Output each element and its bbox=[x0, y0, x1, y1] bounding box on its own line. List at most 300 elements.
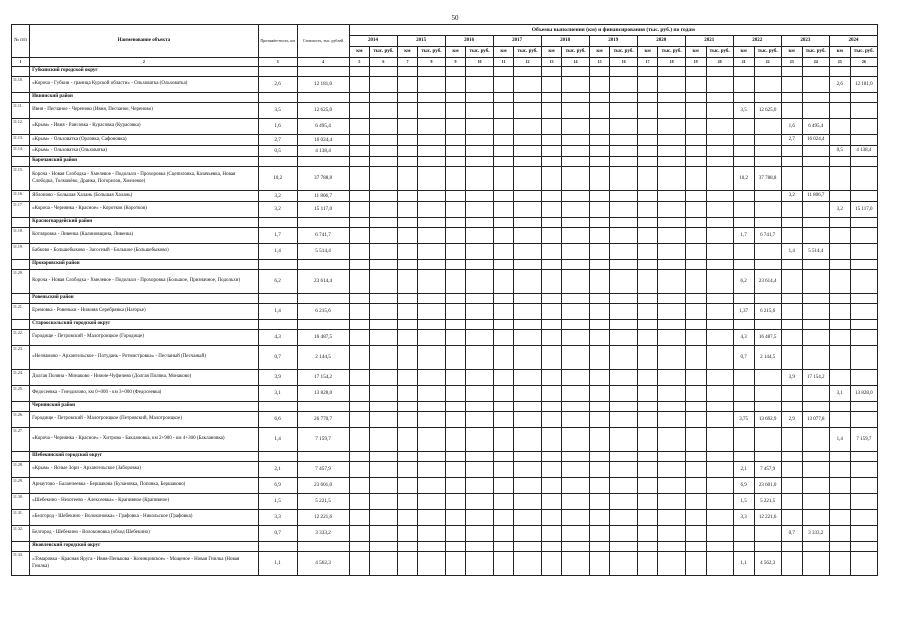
empty-cell bbox=[445, 167, 466, 191]
empty-cell bbox=[829, 119, 850, 135]
empty-cell bbox=[445, 119, 466, 135]
object-cost: 16 024,4 bbox=[297, 135, 349, 146]
empty-cell bbox=[370, 330, 397, 346]
empty-cell bbox=[589, 93, 610, 103]
empty-cell bbox=[397, 346, 418, 370]
empty-cell bbox=[466, 103, 493, 119]
empty-cell bbox=[541, 526, 562, 542]
empty-cell bbox=[466, 93, 493, 103]
empty-cell bbox=[562, 202, 589, 218]
empty-cell bbox=[514, 146, 541, 157]
empty-cell bbox=[514, 346, 541, 370]
empty-cell bbox=[733, 402, 754, 412]
object-name: Короча - Новая Слободка - Хмелевое - Подольхи - Прохоровка (Сцепиловка, Казачьевка, Новая Слободка, Толмачёво, Дранка, Погорелов, Хмелевое) bbox=[30, 167, 259, 191]
empty-cell bbox=[466, 77, 493, 93]
empty-cell bbox=[589, 320, 610, 330]
year-km-value: 10,2 bbox=[733, 167, 754, 191]
empty-cell bbox=[610, 494, 637, 510]
empty-cell bbox=[445, 270, 466, 294]
empty-cell bbox=[370, 320, 397, 330]
empty-cell bbox=[754, 370, 781, 386]
object-cost: 37 788,8 bbox=[297, 167, 349, 191]
empty-cell bbox=[754, 202, 781, 218]
empty-cell bbox=[445, 93, 466, 103]
empty-cell bbox=[349, 370, 370, 386]
empty-cell bbox=[418, 478, 445, 494]
empty-cell bbox=[514, 386, 541, 402]
empty-cell bbox=[541, 494, 562, 510]
empty-cell bbox=[493, 218, 514, 228]
empty-cell bbox=[589, 402, 610, 412]
empty-cell bbox=[493, 386, 514, 402]
empty-cell bbox=[610, 135, 637, 146]
empty-cell bbox=[610, 157, 637, 167]
object-length: 6,2 bbox=[258, 270, 297, 294]
empty-cell bbox=[685, 304, 706, 320]
year-km-value: 2,6 bbox=[829, 77, 850, 93]
object-name: Городище - Петровский - Малотроицкое (Петровский, Малотроицкое) bbox=[30, 412, 259, 428]
empty-cell bbox=[829, 135, 850, 146]
empty-cell bbox=[589, 218, 610, 228]
column-number: 4 bbox=[297, 58, 349, 67]
empty-cell bbox=[685, 320, 706, 330]
empty-cell bbox=[685, 93, 706, 103]
empty-cell bbox=[781, 260, 802, 270]
row-index: 11.16. bbox=[12, 191, 30, 202]
row-index: 11.22. bbox=[12, 330, 30, 346]
object-name: «Незнамово - Архангельское - Потудань - Ротмистровка» - Песчаный (Песчаный) bbox=[30, 346, 259, 370]
empty-cell bbox=[466, 146, 493, 157]
empty-cell bbox=[754, 294, 781, 304]
empty-cell bbox=[706, 370, 733, 386]
empty-cell bbox=[658, 157, 685, 167]
empty-cell bbox=[658, 304, 685, 320]
empty-cell bbox=[397, 157, 418, 167]
empty-cell bbox=[781, 270, 802, 294]
empty-cell bbox=[706, 462, 733, 478]
header-year: 2015 bbox=[397, 36, 445, 47]
table-row bbox=[12, 77, 878, 93]
empty-cell bbox=[610, 462, 637, 478]
object-name: Яблоново - Большая Халань (Большая Халань) bbox=[30, 191, 259, 202]
empty-cell bbox=[493, 542, 514, 552]
empty-cell bbox=[397, 228, 418, 244]
empty-cell bbox=[610, 412, 637, 428]
column-number: 5 bbox=[349, 58, 370, 67]
empty-cell bbox=[658, 218, 685, 228]
empty-cell bbox=[466, 218, 493, 228]
empty-cell bbox=[658, 167, 685, 191]
empty-cell bbox=[685, 346, 706, 370]
empty-cell bbox=[802, 386, 829, 402]
empty-cell bbox=[589, 510, 610, 526]
object-length: 1,7 bbox=[258, 228, 297, 244]
empty-cell bbox=[802, 428, 829, 452]
empty-cell bbox=[493, 119, 514, 135]
empty-cell bbox=[637, 167, 658, 191]
empty-cell bbox=[658, 228, 685, 244]
empty-cell bbox=[706, 542, 733, 552]
empty-cell bbox=[850, 346, 877, 370]
empty-cell bbox=[685, 494, 706, 510]
object-name: «Короча - Чернянка - Красное» - Коротков (Коротков) bbox=[30, 202, 259, 218]
empty-cell bbox=[514, 412, 541, 428]
empty-cell bbox=[466, 370, 493, 386]
empty-cell bbox=[418, 386, 445, 402]
empty-cell bbox=[850, 462, 877, 478]
empty-cell bbox=[445, 103, 466, 119]
header-unit-rub: тыс. руб. bbox=[658, 47, 685, 58]
empty-cell bbox=[514, 294, 541, 304]
empty-cell bbox=[637, 93, 658, 103]
empty-cell bbox=[445, 146, 466, 157]
empty-cell bbox=[297, 320, 349, 330]
empty-cell bbox=[706, 103, 733, 119]
year-rub-value: 5 221,5 bbox=[754, 494, 781, 510]
empty-cell bbox=[370, 294, 397, 304]
empty-cell bbox=[610, 510, 637, 526]
empty-cell bbox=[658, 346, 685, 370]
empty-cell bbox=[781, 542, 802, 552]
empty-cell bbox=[514, 304, 541, 320]
region-name: Корочанский район bbox=[30, 157, 259, 167]
header-year: 2016 bbox=[445, 36, 493, 47]
empty-cell bbox=[445, 552, 466, 576]
object-length: 3,1 bbox=[258, 386, 297, 402]
empty-cell bbox=[802, 228, 829, 244]
object-name: Федосеевка - Гнездилово, км 0+000 - км 3+000 (Федосеевка) bbox=[30, 386, 259, 402]
empty-cell bbox=[685, 270, 706, 294]
empty-cell bbox=[781, 320, 802, 330]
empty-cell bbox=[493, 146, 514, 157]
empty-cell bbox=[733, 77, 754, 93]
row-index-empty bbox=[12, 157, 30, 167]
table-row bbox=[12, 370, 878, 386]
empty-cell bbox=[658, 412, 685, 428]
column-number: 2 bbox=[30, 58, 259, 67]
empty-cell bbox=[781, 294, 802, 304]
region-row bbox=[12, 402, 878, 412]
empty-cell bbox=[466, 412, 493, 428]
row-index: 11.12. bbox=[12, 119, 30, 135]
empty-cell bbox=[706, 402, 733, 412]
empty-cell bbox=[754, 135, 781, 146]
object-cost: 11 806,7 bbox=[297, 191, 349, 202]
empty-cell bbox=[370, 260, 397, 270]
empty-cell bbox=[397, 93, 418, 103]
empty-cell bbox=[514, 67, 541, 77]
row-index: 11.26. bbox=[12, 412, 30, 428]
empty-cell bbox=[658, 462, 685, 478]
region-row bbox=[12, 67, 878, 77]
empty-cell bbox=[829, 370, 850, 386]
year-km-value: 3,3 bbox=[733, 510, 754, 526]
empty-cell bbox=[514, 202, 541, 218]
empty-cell bbox=[349, 270, 370, 294]
empty-cell bbox=[706, 320, 733, 330]
object-length: 0,7 bbox=[258, 346, 297, 370]
year-rub-value: 4 562,3 bbox=[754, 552, 781, 576]
empty-cell bbox=[706, 228, 733, 244]
empty-cell bbox=[397, 146, 418, 157]
empty-cell bbox=[418, 67, 445, 77]
object-name: «Короча - Чернянка - Красное» - Хитрово - Баклановка, км 2+900 - км 4+300 (Баклановка) bbox=[30, 428, 259, 452]
empty-cell bbox=[493, 346, 514, 370]
empty-cell bbox=[562, 270, 589, 294]
region-name: Яковлевский городской округ bbox=[30, 542, 259, 552]
year-rub-value: 7 159,7 bbox=[850, 428, 877, 452]
empty-cell bbox=[418, 157, 445, 167]
empty-cell bbox=[781, 146, 802, 157]
empty-cell bbox=[610, 346, 637, 370]
empty-cell bbox=[418, 542, 445, 552]
empty-cell bbox=[610, 202, 637, 218]
row-index: 11.31. bbox=[12, 510, 30, 526]
empty-cell bbox=[466, 320, 493, 330]
header-unit-km: км bbox=[637, 47, 658, 58]
empty-cell bbox=[349, 146, 370, 157]
empty-cell bbox=[258, 260, 297, 270]
empty-cell bbox=[706, 412, 733, 428]
empty-cell bbox=[637, 202, 658, 218]
empty-cell bbox=[493, 462, 514, 478]
object-cost: 26 770,7 bbox=[297, 412, 349, 428]
empty-cell bbox=[514, 552, 541, 576]
empty-cell bbox=[493, 412, 514, 428]
empty-cell bbox=[258, 320, 297, 330]
year-km-value: 2,9 bbox=[781, 412, 802, 428]
empty-cell bbox=[349, 135, 370, 146]
empty-cell bbox=[829, 346, 850, 370]
empty-cell bbox=[562, 412, 589, 428]
empty-cell bbox=[349, 67, 370, 77]
object-name: Короча - Новая Слободка - Хмелевое - Подольхи - Прохоровка (Большое, Призначное, Подольхи) bbox=[30, 270, 259, 294]
empty-cell bbox=[685, 412, 706, 428]
empty-cell bbox=[514, 77, 541, 93]
header-unit-rub: тыс. руб. bbox=[562, 47, 589, 58]
empty-cell bbox=[297, 157, 349, 167]
table-row bbox=[12, 386, 878, 402]
empty-cell bbox=[466, 428, 493, 452]
row-index-empty bbox=[12, 542, 30, 552]
empty-cell bbox=[589, 294, 610, 304]
empty-cell bbox=[685, 294, 706, 304]
empty-cell bbox=[781, 77, 802, 93]
empty-cell bbox=[637, 304, 658, 320]
empty-cell bbox=[562, 77, 589, 93]
empty-cell bbox=[754, 526, 781, 542]
year-rub-value: 7 457,9 bbox=[754, 462, 781, 478]
object-cost: 6 741,7 bbox=[297, 228, 349, 244]
empty-cell bbox=[349, 260, 370, 270]
empty-cell bbox=[541, 218, 562, 228]
empty-cell bbox=[397, 218, 418, 228]
empty-cell bbox=[541, 191, 562, 202]
empty-cell bbox=[802, 67, 829, 77]
empty-cell bbox=[802, 402, 829, 412]
empty-cell bbox=[258, 218, 297, 228]
empty-cell bbox=[514, 270, 541, 294]
empty-cell bbox=[258, 67, 297, 77]
empty-cell bbox=[589, 452, 610, 462]
empty-cell bbox=[445, 67, 466, 77]
empty-cell bbox=[754, 146, 781, 157]
year-rub-value: 12 181,0 bbox=[850, 77, 877, 93]
empty-cell bbox=[658, 330, 685, 346]
object-length: 4,3 bbox=[258, 330, 297, 346]
empty-cell bbox=[754, 191, 781, 202]
column-number: 12 bbox=[514, 58, 541, 67]
empty-cell bbox=[541, 552, 562, 576]
empty-cell bbox=[685, 510, 706, 526]
row-index: 11.11. bbox=[12, 103, 30, 119]
table-row bbox=[12, 202, 878, 218]
empty-cell bbox=[589, 370, 610, 386]
empty-cell bbox=[850, 412, 877, 428]
empty-cell bbox=[733, 135, 754, 146]
empty-cell bbox=[610, 270, 637, 294]
empty-cell bbox=[754, 386, 781, 402]
empty-cell bbox=[610, 146, 637, 157]
empty-cell bbox=[829, 67, 850, 77]
empty-cell bbox=[418, 146, 445, 157]
column-number: 25 bbox=[829, 58, 850, 67]
header-no: № п/п bbox=[12, 25, 30, 58]
empty-cell bbox=[850, 552, 877, 576]
empty-cell bbox=[562, 119, 589, 135]
empty-cell bbox=[493, 244, 514, 260]
empty-cell bbox=[445, 191, 466, 202]
object-length: 1,1 bbox=[258, 552, 297, 576]
header-unit-rub: тыс. руб. bbox=[610, 47, 637, 58]
empty-cell bbox=[514, 228, 541, 244]
empty-cell bbox=[514, 494, 541, 510]
empty-cell bbox=[610, 370, 637, 386]
empty-cell bbox=[562, 103, 589, 119]
column-number: 8 bbox=[418, 58, 445, 67]
empty-cell bbox=[733, 244, 754, 260]
empty-cell bbox=[850, 542, 877, 552]
empty-cell bbox=[370, 452, 397, 462]
row-index: 11.30. bbox=[12, 494, 30, 510]
empty-cell bbox=[370, 191, 397, 202]
table-row bbox=[12, 191, 878, 202]
empty-cell bbox=[514, 135, 541, 146]
empty-cell bbox=[589, 462, 610, 478]
column-number: 3 bbox=[258, 58, 297, 67]
year-rub-value: 12 625,0 bbox=[754, 103, 781, 119]
table-row bbox=[12, 462, 878, 478]
empty-cell bbox=[297, 542, 349, 552]
empty-cell bbox=[850, 93, 877, 103]
header-cost: Стоимость, тыс. рублей bbox=[297, 25, 349, 58]
empty-cell bbox=[637, 526, 658, 542]
empty-cell bbox=[397, 478, 418, 494]
empty-cell bbox=[349, 304, 370, 320]
empty-cell bbox=[637, 346, 658, 370]
empty-cell bbox=[802, 330, 829, 346]
object-cost: 15 117,0 bbox=[297, 202, 349, 218]
empty-cell bbox=[349, 244, 370, 260]
year-km-value: 0,5 bbox=[829, 146, 850, 157]
empty-cell bbox=[541, 67, 562, 77]
empty-cell bbox=[418, 294, 445, 304]
empty-cell bbox=[541, 402, 562, 412]
empty-cell bbox=[541, 135, 562, 146]
empty-cell bbox=[418, 135, 445, 146]
empty-cell bbox=[589, 270, 610, 294]
empty-cell bbox=[850, 260, 877, 270]
empty-cell bbox=[370, 526, 397, 542]
year-rub-value: 12 221,6 bbox=[754, 510, 781, 526]
empty-cell bbox=[493, 320, 514, 330]
year-km-value: 3,1 bbox=[829, 386, 850, 402]
empty-cell bbox=[685, 218, 706, 228]
empty-cell bbox=[370, 510, 397, 526]
empty-cell bbox=[258, 452, 297, 462]
empty-cell bbox=[637, 157, 658, 167]
year-km-value: 2,7 bbox=[781, 135, 802, 146]
empty-cell bbox=[562, 304, 589, 320]
empty-cell bbox=[589, 67, 610, 77]
empty-cell bbox=[541, 202, 562, 218]
empty-cell bbox=[397, 370, 418, 386]
empty-cell bbox=[754, 67, 781, 77]
empty-cell bbox=[370, 77, 397, 93]
empty-cell bbox=[397, 330, 418, 346]
empty-cell bbox=[733, 67, 754, 77]
empty-cell bbox=[637, 228, 658, 244]
empty-cell bbox=[397, 135, 418, 146]
empty-cell bbox=[754, 428, 781, 452]
empty-cell bbox=[445, 202, 466, 218]
region-name: Старооскольский городской округ bbox=[30, 320, 259, 330]
object-cost: 5 221,5 bbox=[297, 494, 349, 510]
empty-cell bbox=[514, 330, 541, 346]
empty-cell bbox=[829, 244, 850, 260]
table-row bbox=[12, 304, 878, 320]
empty-cell bbox=[514, 244, 541, 260]
empty-cell bbox=[637, 191, 658, 202]
empty-cell bbox=[658, 526, 685, 542]
empty-cell bbox=[733, 452, 754, 462]
empty-cell bbox=[370, 542, 397, 552]
empty-cell bbox=[829, 412, 850, 428]
empty-cell bbox=[418, 462, 445, 478]
empty-cell bbox=[445, 412, 466, 428]
empty-cell bbox=[349, 228, 370, 244]
empty-cell bbox=[802, 93, 829, 103]
empty-cell bbox=[658, 270, 685, 294]
empty-cell bbox=[706, 218, 733, 228]
empty-cell bbox=[445, 346, 466, 370]
empty-cell bbox=[349, 77, 370, 93]
empty-cell bbox=[349, 119, 370, 135]
empty-cell bbox=[637, 552, 658, 576]
year-rub-value: 2 144,5 bbox=[754, 346, 781, 370]
empty-cell bbox=[562, 542, 589, 552]
empty-cell bbox=[514, 218, 541, 228]
empty-cell bbox=[610, 67, 637, 77]
empty-cell bbox=[445, 244, 466, 260]
empty-cell bbox=[493, 494, 514, 510]
empty-cell bbox=[829, 167, 850, 191]
empty-cell bbox=[802, 202, 829, 218]
empty-cell bbox=[754, 119, 781, 135]
object-name: «Короча - Губкин - граница Курской области» - Ольховатка (Ольховатка) bbox=[30, 77, 259, 93]
year-km-value: 3,9 bbox=[781, 370, 802, 386]
empty-cell bbox=[370, 346, 397, 370]
